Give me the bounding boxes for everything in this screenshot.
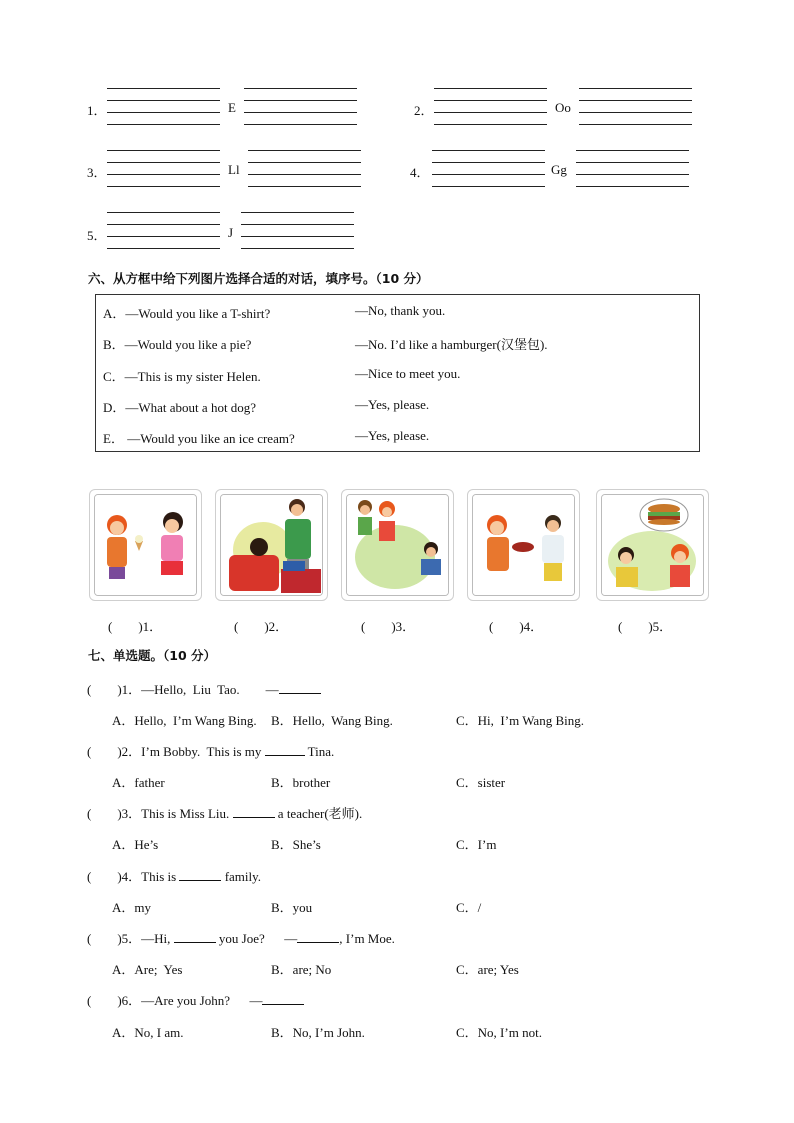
question-2-stem-end: Tina. — [304, 744, 335, 759]
question-2-stem: ( )2．I’m Bobby. This is my — [87, 744, 265, 759]
option-a-question: A．—Would you like a T-shirt? — [103, 306, 271, 321]
four-line-grid[interactable] — [248, 150, 361, 186]
question-3-stem-end: a teacher(老师). — [274, 806, 363, 821]
section-7-title: 七、单选题。（10 分） — [88, 648, 216, 663]
picture-1-ice-cream — [89, 489, 202, 601]
q3-option-b[interactable]: B．She’s — [271, 837, 321, 852]
q5-option-b[interactable]: B．are; No — [271, 962, 332, 977]
q3-option-c[interactable]: C．I’m — [456, 837, 497, 852]
q5-option-a[interactable]: A．Are; Yes — [112, 962, 183, 977]
question-4-stem-end: family. — [221, 869, 262, 884]
writing-letter: Ll — [228, 162, 240, 177]
four-line-grid[interactable] — [244, 88, 357, 124]
writing-letter: E — [228, 100, 236, 115]
q5-option-c[interactable]: C．are; Yes — [456, 962, 519, 977]
q4-option-c[interactable]: C．/ — [456, 900, 482, 915]
question-3-stem: ( )3．This is Miss Liu. — [87, 806, 233, 821]
four-line-grid[interactable] — [434, 88, 547, 124]
q4-option-b[interactable]: B．you — [271, 900, 313, 915]
four-line-grid[interactable] — [107, 150, 220, 186]
answer-blank[interactable] — [265, 744, 305, 756]
answer-blank[interactable] — [233, 806, 275, 818]
option-c-question: C．—This is my sister Helen. — [103, 369, 261, 384]
picture-answer-5[interactable]: ( )5． — [618, 619, 673, 634]
four-line-grid[interactable] — [241, 212, 354, 248]
question-1 — [87, 679, 321, 698]
question-2 — [87, 741, 334, 760]
option-d-question: D．—What about a hot dog? — [103, 400, 257, 415]
q1-option-b[interactable]: B．Hello, Wang Bing. — [271, 713, 393, 728]
option-e-question: E． —Would you like an ice cream? — [103, 431, 295, 446]
answer-blank[interactable] — [297, 931, 339, 943]
writing-letter: J — [228, 225, 234, 240]
four-line-grid[interactable] — [432, 150, 545, 186]
answer-blank[interactable] — [179, 869, 221, 881]
question-5 — [87, 928, 395, 947]
q1-option-a[interactable]: A．Hello, I’m Wang Bing. — [112, 713, 257, 728]
picture-5-hamburger — [596, 489, 709, 601]
option-b-question: B．—Would you like a pie? — [103, 337, 252, 352]
four-line-grid[interactable] — [579, 88, 692, 124]
answer-blank[interactable] — [279, 682, 321, 694]
option-c-reply: —Nice to meet you. — [355, 366, 461, 381]
picture-answer-2[interactable]: ( )2． — [234, 619, 289, 634]
answer-blank[interactable] — [174, 931, 216, 943]
q2-option-c[interactable]: C．sister — [456, 775, 506, 790]
picture-answer-1[interactable]: ( )1． — [108, 619, 163, 634]
writing-item-number: 2． — [414, 103, 434, 118]
question-4-stem: ( )4．This is — [87, 869, 180, 884]
q1-option-c[interactable]: C．Hi, I’m Wang Bing. — [456, 713, 584, 728]
option-d-reply: —Yes, please. — [355, 397, 430, 412]
picture-answer-3[interactable]: ( )3． — [361, 619, 416, 634]
question-3 — [87, 803, 362, 822]
question-5-stem: ( )5．—Hi, — [87, 931, 174, 946]
option-a-reply: —No, thank you. — [355, 303, 446, 318]
question-5-stem-end: , I’m Moe. — [339, 931, 395, 946]
question-5-stem-mid: you Joe? — — [215, 931, 298, 946]
question-4 — [87, 866, 261, 885]
q6-option-b[interactable]: B．No, I’m John. — [271, 1025, 365, 1040]
q2-option-a[interactable]: A．father — [112, 775, 165, 790]
option-e-reply: —Yes, please. — [355, 428, 430, 443]
writing-letter: Gg — [551, 162, 567, 177]
picture-3-introduction — [341, 489, 454, 601]
q6-option-c[interactable]: C．No, I’m not. — [456, 1025, 542, 1040]
picture-answer-4[interactable]: ( )4． — [489, 619, 544, 634]
q3-option-a[interactable]: A．He’s — [112, 837, 159, 852]
answer-blank[interactable] — [262, 993, 304, 1005]
picture-4-pie — [467, 489, 580, 601]
four-line-grid[interactable] — [107, 212, 220, 248]
question-6 — [87, 990, 304, 1009]
writing-item-number: 5． — [87, 228, 107, 243]
section-6-title: 六、从方框中给下列图片选择合适的对话，填序号。（10 分） — [88, 271, 429, 286]
writing-item-number: 1． — [87, 103, 107, 118]
writing-item-number: 3． — [87, 165, 107, 180]
q6-option-a[interactable]: A．No, I am. — [112, 1025, 184, 1040]
q4-option-a[interactable]: A．my — [112, 900, 152, 915]
q2-option-b[interactable]: B．brother — [271, 775, 331, 790]
four-line-grid[interactable] — [576, 150, 689, 186]
picture-2-t-shirt — [215, 489, 328, 601]
option-b-reply: —No. I’d like a hamburger(汉堡包). — [355, 337, 548, 352]
writing-letter: Oo — [555, 100, 571, 115]
writing-item-number: 4． — [410, 165, 430, 180]
question-6-stem: ( )6．—Are you John? — — [87, 993, 263, 1008]
four-line-grid[interactable] — [107, 88, 220, 124]
question-1-stem: ( )1．—Hello, Liu Tao. — — [87, 682, 279, 697]
